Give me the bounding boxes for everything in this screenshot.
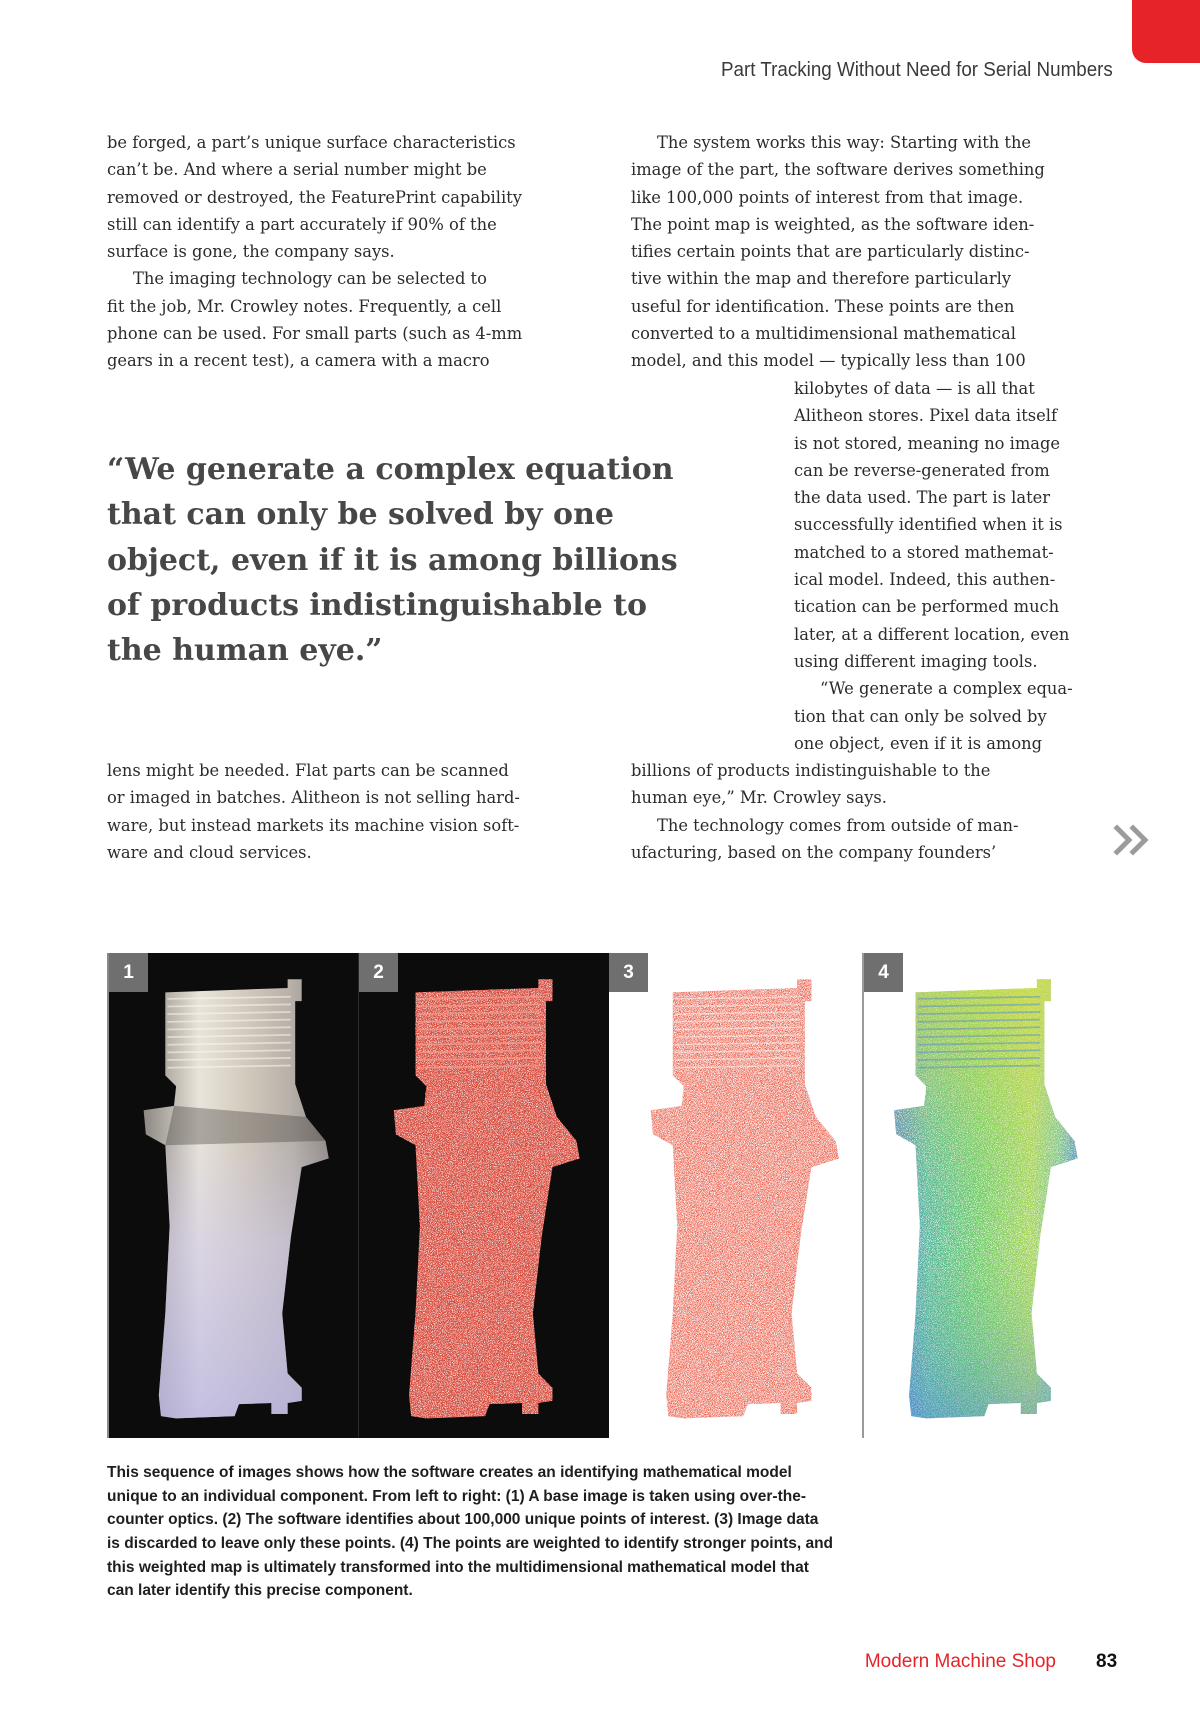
text-line: ufacturing, based on the company founders’ (631, 842, 997, 862)
text-line: This sequence of images shows how the software creates an identifying mathematical model (107, 1464, 792, 1481)
text-line: or imaged in batches. Alitheon is not selling hard- (107, 788, 520, 808)
text-line: object, even if it is among billions (107, 542, 678, 578)
pull-quote (107, 447, 678, 673)
weighted-point-map-image (864, 953, 1111, 1438)
figure-panel-points-only (609, 953, 862, 1438)
panel-number-badge: 3 (609, 953, 648, 992)
turbine-blade-points-image (359, 953, 609, 1438)
text-line: of products indistinguishable to (107, 587, 648, 623)
text-line: that can only be solved by one (107, 497, 614, 533)
text-line: image of the part, the software derives something (631, 160, 1045, 180)
text-line: “We generate a complex equation (107, 452, 674, 487)
text-line: kilobytes of data — is all that (794, 379, 1035, 398)
text-line: Alitheon stores. Pixel data itself (794, 406, 1058, 426)
right-column-wrapped-text (794, 375, 1073, 757)
page-number: 83 (1096, 1651, 1118, 1672)
turbine-blade-photo (109, 953, 358, 1438)
text-line: model, and this model — typically less than 100 (631, 351, 1026, 371)
text-line: this weighted map is ultimately transformed into the multidimensional mathematical model that (107, 1558, 809, 1576)
text-line: can be reverse-generated from (794, 460, 1050, 480)
left-column-lower-text (107, 757, 520, 866)
text-line: useful for identification. These points are then (631, 296, 1015, 316)
text-line: lens might be needed. Flat parts can be scanned (107, 761, 509, 780)
text-line: The system works this way: Starting with the (657, 133, 1032, 152)
text-line: later, at a different location, even (794, 624, 1070, 644)
text-line: ical model. Indeed, this authen- (794, 570, 1056, 590)
text-line: The point map is weighted, as the software iden- (631, 214, 1035, 234)
text-line: is discarded to leave only these points. (4) The points are weighted to identify stronger points, and (107, 1535, 834, 1553)
text-line: human eye,” Mr. Crowley says. (631, 788, 887, 808)
text-line: gears in a recent test), a camera with a macro (107, 351, 490, 371)
text-line: converted to a multidimensional mathematical (631, 324, 1016, 344)
text-line: tifies certain points that are particularly distinc- (631, 242, 1030, 262)
text-line: matched to a stored mathemat- (794, 542, 1054, 562)
double-chevron-right-icon (1113, 824, 1151, 856)
figure-panel-points-overlay (358, 953, 609, 1438)
text-line: phone can be used. For small parts (such as 4-mm (107, 324, 523, 344)
text-line: The imaging technology can be selected to (133, 269, 487, 289)
weighted-map-group (894, 979, 1078, 1418)
text-line: is not stored, meaning no image (794, 433, 1061, 453)
chevron-stroke (1117, 828, 1129, 852)
figure-panel-base-image (107, 953, 358, 1438)
figure-caption (107, 1461, 833, 1603)
left-column-upper-text (107, 129, 522, 375)
text-line: tive within the map and therefore particularly (631, 269, 1012, 289)
panel-number-badge: 2 (359, 953, 398, 992)
text-line: surface is gone, the company says. (107, 242, 395, 262)
text-line: tication can be performed much (794, 597, 1060, 617)
text-line: counter optics. (2) The software identifies about 100,000 unique points of interest. (3) Image data (107, 1511, 819, 1529)
text-line: fit the job, Mr. Crowley notes. Frequently, a cell (107, 296, 502, 316)
text-line: be forged, a part’s unique surface characteristics (107, 133, 516, 152)
text-line: can’t be. And where a serial number might be (107, 160, 487, 180)
text-line: still can identify a part accurately if 90% of the (107, 214, 497, 234)
text-line: ware and cloud services. (107, 842, 312, 862)
text-line: ware, but instead markets its machine vision soft- (107, 815, 520, 835)
text-line: successfully identified when it is (794, 515, 1063, 535)
text-line: one object, even if it is among (794, 733, 1043, 753)
panel-number-badge: 1 (109, 953, 148, 992)
chevron-stroke (1133, 828, 1145, 852)
text-line: using different imaging tools. (794, 651, 1038, 671)
panel-number-badge: 4 (864, 953, 903, 992)
text-line: can later identify this precise component. (107, 1582, 413, 1600)
point-cloud-image (609, 953, 862, 1438)
running-header-title: Part Tracking Without Need for Serial Numbers (721, 59, 1113, 81)
text-line: billions of products indistinguishable to the (631, 761, 991, 780)
text-line: The technology comes from outside of man- (657, 815, 1019, 835)
section-color-tab (1132, 0, 1200, 63)
figure-panel-weighted-map (862, 953, 1111, 1438)
publication-name: Modern Machine Shop (864, 1651, 1056, 1672)
text-line: the human eye.” (107, 633, 383, 669)
text-line: unique to an individual component. From left to right: (1) A base image is taken using over-the- (107, 1487, 806, 1505)
text-line: “We generate a complex equa- (820, 679, 1073, 699)
text-line: removed or destroyed, the FeaturePrint capability (107, 187, 522, 207)
text-line: the data used. The part is later (794, 488, 1051, 508)
text-line: like 100,000 points of interest from that image. (631, 187, 1024, 207)
text-line: tion that can only be solved by (794, 706, 1047, 726)
point-cloud-group (651, 979, 839, 1418)
right-column-upper-text (631, 129, 1045, 375)
right-column-lower-text (631, 757, 1019, 866)
